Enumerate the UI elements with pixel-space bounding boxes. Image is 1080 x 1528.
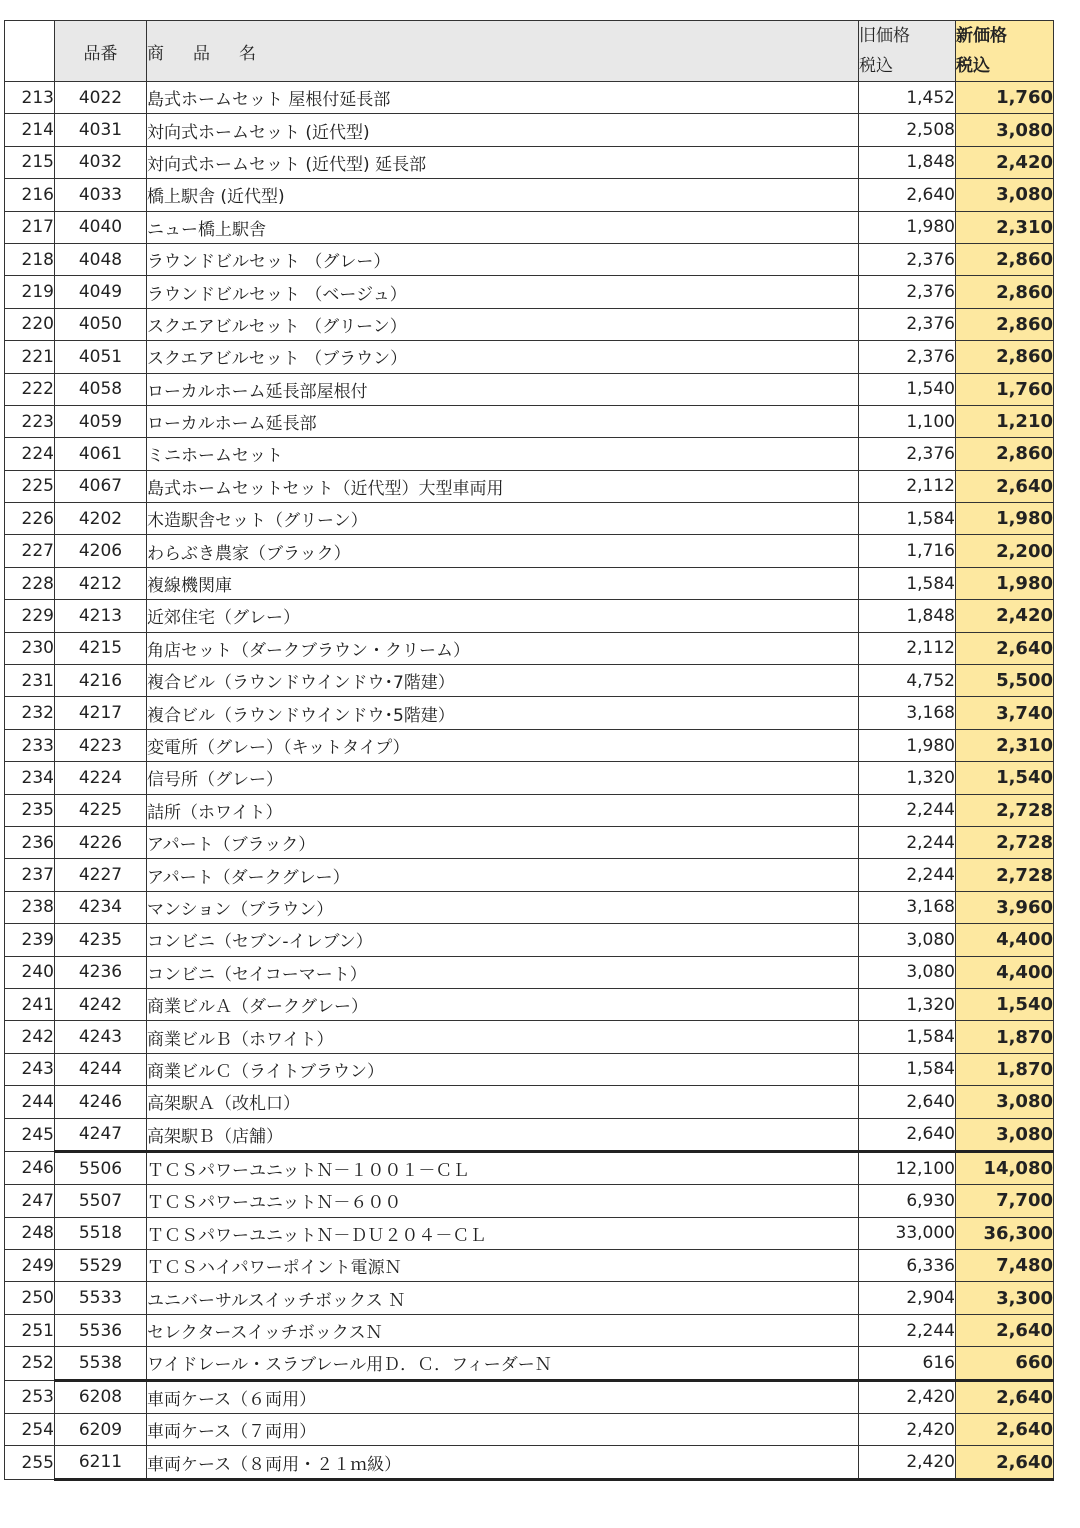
new-price: 1,980 xyxy=(956,567,1054,599)
product-name: 変電所（グレー）（キットタイプ） xyxy=(147,729,859,761)
new-price: 1,870 xyxy=(956,1021,1054,1053)
table-row xyxy=(5,276,1054,308)
table-row xyxy=(5,114,1054,146)
old-price: 2,640 xyxy=(859,1086,956,1118)
product-name: 木造駅舎セット（グリーン） xyxy=(147,503,859,535)
product-name: セレクタースイッチボックスＮ xyxy=(147,1314,859,1346)
table-row xyxy=(5,729,1054,761)
table-row xyxy=(5,438,1054,470)
old-price: 1,320 xyxy=(859,988,956,1020)
old-price: 1,848 xyxy=(859,600,956,632)
new-price: 4,400 xyxy=(956,924,1054,956)
product-name: ローカルホーム延長部屋根付 xyxy=(147,373,859,405)
product-name: 対向式ホームセット (近代型) xyxy=(147,114,859,146)
row-index: 241 xyxy=(5,988,55,1020)
table-row xyxy=(5,1446,1054,1479)
old-price: 3,080 xyxy=(859,924,956,956)
table-row xyxy=(5,1021,1054,1053)
header-index-blank xyxy=(5,21,55,82)
old-price: 6,336 xyxy=(859,1250,956,1282)
row-index: 214 xyxy=(5,114,55,146)
new-price: 3,080 xyxy=(956,179,1054,211)
old-price: 1,584 xyxy=(859,567,956,599)
row-index: 236 xyxy=(5,826,55,858)
product-name: アパート（ブラック） xyxy=(147,826,859,858)
old-price: 4,752 xyxy=(859,665,956,697)
table-row xyxy=(5,1380,1054,1413)
table-row xyxy=(5,859,1054,891)
row-index: 254 xyxy=(5,1414,55,1446)
product-code: 5529 xyxy=(55,1250,147,1282)
old-price: 1,716 xyxy=(859,535,956,567)
new-price: 660 xyxy=(956,1347,1054,1380)
new-price: 2,420 xyxy=(956,600,1054,632)
product-code: 4216 xyxy=(55,665,147,697)
row-index: 243 xyxy=(5,1053,55,1085)
old-price: 1,584 xyxy=(859,1021,956,1053)
new-price: 2,310 xyxy=(956,729,1054,761)
header-new-price-label: 新価格 xyxy=(956,26,1007,46)
table-row xyxy=(5,697,1054,729)
header-old-price xyxy=(859,21,956,82)
table-row xyxy=(5,1314,1054,1346)
new-price: 14,080 xyxy=(956,1151,1054,1184)
product-name: 橋上駅舎 (近代型) xyxy=(147,179,859,211)
old-price: 3,168 xyxy=(859,891,956,923)
product-code: 4225 xyxy=(55,794,147,826)
product-code: 4031 xyxy=(55,114,147,146)
table-row xyxy=(5,308,1054,340)
table-row xyxy=(5,470,1054,502)
old-price: 2,244 xyxy=(859,1314,956,1346)
new-price: 3,080 xyxy=(956,114,1054,146)
product-name: コンビニ（セブン‐イレブン） xyxy=(147,924,859,956)
product-code: 5536 xyxy=(55,1314,147,1346)
new-price: 1,980 xyxy=(956,503,1054,535)
product-code: 4032 xyxy=(55,146,147,178)
row-index: 248 xyxy=(5,1217,55,1249)
row-index: 246 xyxy=(5,1151,55,1184)
new-price: 2,728 xyxy=(956,794,1054,826)
old-price: 3,080 xyxy=(859,956,956,988)
product-name: 商業ビルＡ（ダークグレー） xyxy=(147,988,859,1020)
product-code: 6209 xyxy=(55,1414,147,1446)
table-row xyxy=(5,891,1054,923)
header-old-price-label: 旧価格 xyxy=(859,26,910,46)
table-body xyxy=(5,82,1054,1480)
product-code: 4226 xyxy=(55,826,147,858)
product-code: 4050 xyxy=(55,308,147,340)
old-price: 33,000 xyxy=(859,1217,956,1249)
row-index: 234 xyxy=(5,762,55,794)
product-name: 車両ケース（８両用・２１ｍ級） xyxy=(147,1446,859,1479)
product-code: 4235 xyxy=(55,924,147,956)
product-code: 4223 xyxy=(55,729,147,761)
row-index: 235 xyxy=(5,794,55,826)
old-price: 2,244 xyxy=(859,794,956,826)
row-index: 225 xyxy=(5,470,55,502)
new-price: 3,080 xyxy=(956,1118,1054,1151)
product-code: 4067 xyxy=(55,470,147,502)
row-index: 229 xyxy=(5,600,55,632)
product-name: 高架駅Ａ（改札口） xyxy=(147,1086,859,1118)
header-new-price xyxy=(956,21,1054,82)
row-index: 218 xyxy=(5,243,55,275)
new-price: 1,540 xyxy=(956,988,1054,1020)
table-row xyxy=(5,1347,1054,1380)
row-index: 239 xyxy=(5,924,55,956)
new-price: 36,300 xyxy=(956,1217,1054,1249)
product-name: 車両ケース（６両用） xyxy=(147,1380,859,1413)
row-index: 232 xyxy=(5,697,55,729)
table-row xyxy=(5,794,1054,826)
product-code: 5538 xyxy=(55,1347,147,1380)
old-price: 2,420 xyxy=(859,1446,956,1479)
table-row xyxy=(5,665,1054,697)
product-code: 4217 xyxy=(55,697,147,729)
new-price: 1,760 xyxy=(956,82,1054,114)
row-index: 215 xyxy=(5,146,55,178)
new-price: 1,870 xyxy=(956,1053,1054,1085)
product-name: 島式ホームセット 屋根付延長部 xyxy=(147,82,859,114)
row-index: 228 xyxy=(5,567,55,599)
product-code: 4243 xyxy=(55,1021,147,1053)
product-name: ラウンドビルセット （ベージュ） xyxy=(147,276,859,308)
new-price: 2,200 xyxy=(956,535,1054,567)
old-price: 1,584 xyxy=(859,503,956,535)
table-row xyxy=(5,826,1054,858)
old-price: 6,930 xyxy=(859,1185,956,1217)
product-name: スクエアビルセット （グリーン） xyxy=(147,308,859,340)
table-row xyxy=(5,1086,1054,1118)
product-name: 詰所（ホワイト） xyxy=(147,794,859,826)
product-code: 4247 xyxy=(55,1118,147,1151)
old-price: 2,112 xyxy=(859,470,956,502)
product-code: 4059 xyxy=(55,405,147,437)
table-row xyxy=(5,1053,1054,1085)
table-row xyxy=(5,1185,1054,1217)
product-code: 4213 xyxy=(55,600,147,632)
header-new-price-tax: 税込 xyxy=(956,56,990,76)
new-price: 2,640 xyxy=(956,1446,1054,1479)
product-code: 4215 xyxy=(55,632,147,664)
row-index: 249 xyxy=(5,1250,55,1282)
table-row xyxy=(5,243,1054,275)
row-index: 250 xyxy=(5,1282,55,1314)
row-index: 252 xyxy=(5,1347,55,1380)
table-row xyxy=(5,924,1054,956)
table-row xyxy=(5,567,1054,599)
product-name: ＴＣＳパワーユニットＮ－１００１－ＣＬ xyxy=(147,1151,859,1184)
table-row xyxy=(5,82,1054,114)
old-price: 616 xyxy=(859,1347,956,1380)
product-code: 5533 xyxy=(55,1282,147,1314)
table-row xyxy=(5,1414,1054,1446)
old-price: 1,584 xyxy=(859,1053,956,1085)
new-price: 2,860 xyxy=(956,276,1054,308)
row-index: 222 xyxy=(5,373,55,405)
old-price: 2,420 xyxy=(859,1380,956,1413)
product-name: 島式ホームセットセット（近代型）大型車両用 xyxy=(147,470,859,502)
new-price: 3,960 xyxy=(956,891,1054,923)
table-row xyxy=(5,1118,1054,1151)
row-index: 255 xyxy=(5,1446,55,1479)
table-row xyxy=(5,373,1054,405)
product-code: 4040 xyxy=(55,211,147,243)
new-price: 7,480 xyxy=(956,1250,1054,1282)
table-row xyxy=(5,1250,1054,1282)
table-row xyxy=(5,1217,1054,1249)
product-code: 4242 xyxy=(55,988,147,1020)
row-index: 233 xyxy=(5,729,55,761)
new-price: 2,728 xyxy=(956,826,1054,858)
product-name: 商業ビルＣ（ライトブラウン） xyxy=(147,1053,859,1085)
table-row xyxy=(5,405,1054,437)
row-index: 238 xyxy=(5,891,55,923)
row-index: 217 xyxy=(5,211,55,243)
product-code: 4049 xyxy=(55,276,147,308)
product-code: 4234 xyxy=(55,891,147,923)
new-price: 2,310 xyxy=(956,211,1054,243)
old-price: 2,376 xyxy=(859,276,956,308)
row-index: 227 xyxy=(5,535,55,567)
row-index: 220 xyxy=(5,308,55,340)
old-price: 2,376 xyxy=(859,438,956,470)
old-price: 2,904 xyxy=(859,1282,956,1314)
header-code: 品番 xyxy=(55,21,147,82)
product-name: 車両ケース（７両用） xyxy=(147,1414,859,1446)
product-name: わらぶき農家（ブラック） xyxy=(147,535,859,567)
product-code: 4033 xyxy=(55,179,147,211)
row-index: 231 xyxy=(5,665,55,697)
product-name: 対向式ホームセット (近代型) 延長部 xyxy=(147,146,859,178)
table-row xyxy=(5,600,1054,632)
old-price: 2,640 xyxy=(859,1118,956,1151)
new-price: 2,860 xyxy=(956,243,1054,275)
new-price: 1,760 xyxy=(956,373,1054,405)
old-price: 2,376 xyxy=(859,341,956,373)
product-name: 角店セット（ダークブラウン・クリーム） xyxy=(147,632,859,664)
old-price: 2,244 xyxy=(859,826,956,858)
old-price: 1,848 xyxy=(859,146,956,178)
new-price: 2,640 xyxy=(956,1414,1054,1446)
table-row xyxy=(5,762,1054,794)
product-code: 4206 xyxy=(55,535,147,567)
old-price: 1,980 xyxy=(859,729,956,761)
table-row xyxy=(5,503,1054,535)
header-row xyxy=(5,21,1054,82)
row-index: 216 xyxy=(5,179,55,211)
new-price: 1,540 xyxy=(956,762,1054,794)
old-price: 1,980 xyxy=(859,211,956,243)
product-code: 4058 xyxy=(55,373,147,405)
product-name: ニュー橋上駅舎 xyxy=(147,211,859,243)
product-code: 4048 xyxy=(55,243,147,275)
header-product-name: 商 品 名 xyxy=(147,21,859,82)
new-price: 3,080 xyxy=(956,1086,1054,1118)
product-name: ラウンドビルセット （グレー） xyxy=(147,243,859,275)
row-index: 247 xyxy=(5,1185,55,1217)
product-name: ワイドレール・スラブレール用Ｄ．Ｃ．フィーダーＮ xyxy=(147,1347,859,1380)
old-price: 12,100 xyxy=(859,1151,956,1184)
row-index: 242 xyxy=(5,1021,55,1053)
header-old-price-tax: 税込 xyxy=(859,56,893,76)
new-price: 4,400 xyxy=(956,956,1054,988)
old-price: 2,640 xyxy=(859,179,956,211)
new-price: 2,860 xyxy=(956,308,1054,340)
new-price: 1,210 xyxy=(956,405,1054,437)
product-name: ミニホームセット xyxy=(147,438,859,470)
product-code: 6208 xyxy=(55,1380,147,1413)
old-price: 2,376 xyxy=(859,243,956,275)
table-row xyxy=(5,535,1054,567)
product-code: 4246 xyxy=(55,1086,147,1118)
new-price: 2,640 xyxy=(956,1314,1054,1346)
table-row xyxy=(5,211,1054,243)
old-price: 1,452 xyxy=(859,82,956,114)
product-name: スクエアビルセット （ブラウン） xyxy=(147,341,859,373)
product-name: 信号所（グレー） xyxy=(147,762,859,794)
new-price: 7,700 xyxy=(956,1185,1054,1217)
product-code: 4061 xyxy=(55,438,147,470)
product-code: 4224 xyxy=(55,762,147,794)
product-code: 5518 xyxy=(55,1217,147,1249)
new-price: 2,640 xyxy=(956,632,1054,664)
table-row xyxy=(5,956,1054,988)
product-code: 6211 xyxy=(55,1446,147,1479)
old-price: 2,508 xyxy=(859,114,956,146)
product-name: ローカルホーム延長部 xyxy=(147,405,859,437)
product-name: 近郊住宅（グレー） xyxy=(147,600,859,632)
product-name: 複線機関庫 xyxy=(147,567,859,599)
old-price: 2,376 xyxy=(859,308,956,340)
new-price: 2,860 xyxy=(956,341,1054,373)
old-price: 2,420 xyxy=(859,1414,956,1446)
new-price: 2,728 xyxy=(956,859,1054,891)
new-price: 2,860 xyxy=(956,438,1054,470)
table-row xyxy=(5,146,1054,178)
table-row xyxy=(5,632,1054,664)
product-name: 複合ビル（ラウンドウインドウ･7階建） xyxy=(147,665,859,697)
table-row xyxy=(5,341,1054,373)
row-index: 237 xyxy=(5,859,55,891)
product-code: 5507 xyxy=(55,1185,147,1217)
row-index: 219 xyxy=(5,276,55,308)
product-code: 4022 xyxy=(55,82,147,114)
new-price: 2,640 xyxy=(956,470,1054,502)
old-price: 2,244 xyxy=(859,859,956,891)
row-index: 221 xyxy=(5,341,55,373)
row-index: 223 xyxy=(5,405,55,437)
product-code: 4212 xyxy=(55,567,147,599)
row-index: 213 xyxy=(5,82,55,114)
product-code: 4227 xyxy=(55,859,147,891)
product-name: 複合ビル（ラウンドウインドウ･5階建） xyxy=(147,697,859,729)
row-index: 226 xyxy=(5,503,55,535)
row-index: 240 xyxy=(5,956,55,988)
product-name: ＴＣＳハイパワーポイント電源Ｎ xyxy=(147,1250,859,1282)
price-table xyxy=(4,20,1054,1481)
row-index: 251 xyxy=(5,1314,55,1346)
product-name: 商業ビルＢ（ホワイト） xyxy=(147,1021,859,1053)
new-price: 2,640 xyxy=(956,1380,1054,1413)
product-name: マンション（ブラウン） xyxy=(147,891,859,923)
table-row xyxy=(5,179,1054,211)
old-price: 1,320 xyxy=(859,762,956,794)
product-name: ＴＣＳパワーユニットＮ－６００ xyxy=(147,1185,859,1217)
row-index: 244 xyxy=(5,1086,55,1118)
old-price: 3,168 xyxy=(859,697,956,729)
table-row xyxy=(5,988,1054,1020)
old-price: 2,112 xyxy=(859,632,956,664)
row-index: 245 xyxy=(5,1118,55,1151)
table-row xyxy=(5,1151,1054,1184)
row-index: 224 xyxy=(5,438,55,470)
product-name: 高架駅Ｂ（店舗） xyxy=(147,1118,859,1151)
old-price: 1,540 xyxy=(859,373,956,405)
product-name: アパート（ダークグレー） xyxy=(147,859,859,891)
row-index: 230 xyxy=(5,632,55,664)
product-code: 4051 xyxy=(55,341,147,373)
new-price: 2,420 xyxy=(956,146,1054,178)
new-price: 5,500 xyxy=(956,665,1054,697)
product-code: 4236 xyxy=(55,956,147,988)
product-code: 5506 xyxy=(55,1151,147,1184)
new-price: 3,300 xyxy=(956,1282,1054,1314)
product-name: ＴＣＳパワーユニットＮ－ＤＵ２０４－ＣＬ xyxy=(147,1217,859,1249)
row-index: 253 xyxy=(5,1380,55,1413)
product-name: コンビニ（セイコーマート） xyxy=(147,956,859,988)
table-row xyxy=(5,1282,1054,1314)
product-name: ユニバーサルスイッチボックス Ｎ xyxy=(147,1282,859,1314)
product-code: 4202 xyxy=(55,503,147,535)
new-price: 3,740 xyxy=(956,697,1054,729)
product-code: 4244 xyxy=(55,1053,147,1085)
old-price: 1,100 xyxy=(859,405,956,437)
